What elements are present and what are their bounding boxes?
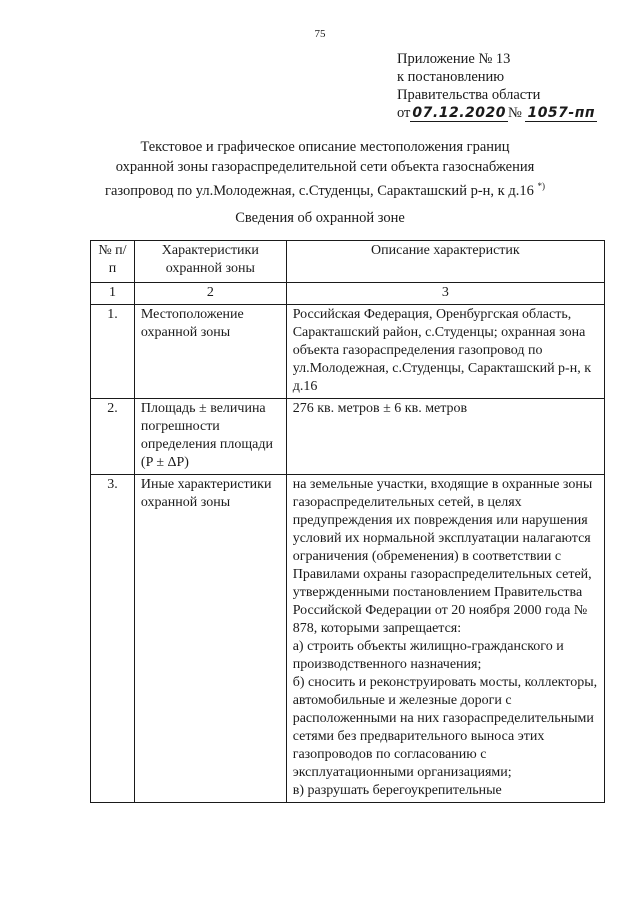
index-cell: 3 <box>286 283 604 305</box>
appendix-block <box>397 50 597 122</box>
row-description <box>286 475 604 803</box>
table-row <box>91 399 605 475</box>
row-description <box>286 399 604 475</box>
description-paragraph: а) строить объекты жилищно-гражданского и производственного назначения; <box>292 639 564 672</box>
header-description: Описание характеристик <box>286 241 604 283</box>
row-characteristic: Местоположение охранной зоны <box>134 305 286 399</box>
description-paragraph: 276 кв. метров ± 6 кв. метров <box>292 401 468 416</box>
handwritten-date: 07.12.2020 <box>412 105 506 121</box>
from-prefix: от <box>397 105 411 121</box>
table-header-row <box>91 241 605 283</box>
description-paragraph: в) разрушать берегоукрепительные <box>292 783 502 798</box>
appendix-date-line <box>397 104 597 122</box>
index-cell: 1 <box>91 283 135 305</box>
row-number: 2. <box>91 399 135 475</box>
title-line-3-text: газопровод по ул.Молодежная, с.Студенцы, Саракташский р-н, к д.16 <box>105 183 534 199</box>
row-description <box>286 305 604 399</box>
footnote-mark: *) <box>537 181 545 191</box>
index-cell: 2 <box>134 283 286 305</box>
handwritten-number: 1057-пп <box>527 105 596 121</box>
number-prefix: № <box>507 105 522 121</box>
protection-zone-table <box>90 240 605 803</box>
row-characteristic: Иные характеристики охранной зоны <box>134 475 286 803</box>
page-bottom-margin <box>0 830 640 905</box>
document-title <box>95 138 555 202</box>
header-number: № п/п <box>91 241 135 283</box>
appendix-line-3: Правительства области <box>397 87 541 103</box>
header-characteristic: Характеристики охранной зоны <box>134 241 286 283</box>
page-number: 75 <box>314 28 326 40</box>
row-number: 1. <box>91 305 135 399</box>
description-paragraph: Российская Федерация, Оренбургская область, Саракташский район, с.Студенцы; охранная зона объекта газораспределения газопровод по ул.Молодежная, с.Студенцы, Саракташский р-н, к д.16 <box>292 307 592 394</box>
table-row <box>91 305 605 399</box>
appendix-line-1: Приложение № 13 <box>397 51 511 67</box>
description-paragraph: б) сносить и реконструировать мосты, коллекторы, автомобильные и железные дороги с расположенными на них газораспределительными сетями без предварительного выноса этих газопроводов по согласованию с эксплуатационными организациями; <box>292 675 598 780</box>
description-paragraph: на земельные участки, входящие в охранные зоны газораспределительных сетей, в целях предупреждения их повреждения или нарушения условий их нормальной эксплуатации налагаются ограничения (обременения) в соответствии с Правилами охраны газораспределительных сетей, утвержденными постановлением Правительства Российской Федерации от 20 ноября 2000 года № 878, которыми запрещается: <box>292 477 593 636</box>
table-index-row <box>91 283 605 305</box>
appendix-line-2: к постановлению <box>397 69 505 85</box>
title-line-2: охранной зоны газораспределительной сети объекта газоснабжения <box>115 158 535 175</box>
title-line-1: Текстовое и графическое описание местоположения границ <box>140 139 510 155</box>
title-line-3 <box>95 177 555 202</box>
section-title: Сведения об охранной зоне <box>235 210 405 226</box>
row-characteristic: Площадь ± величина погрешности определения площади (P ± ΔP) <box>134 399 286 475</box>
row-number: 3. <box>91 475 135 803</box>
table-row <box>91 475 605 803</box>
